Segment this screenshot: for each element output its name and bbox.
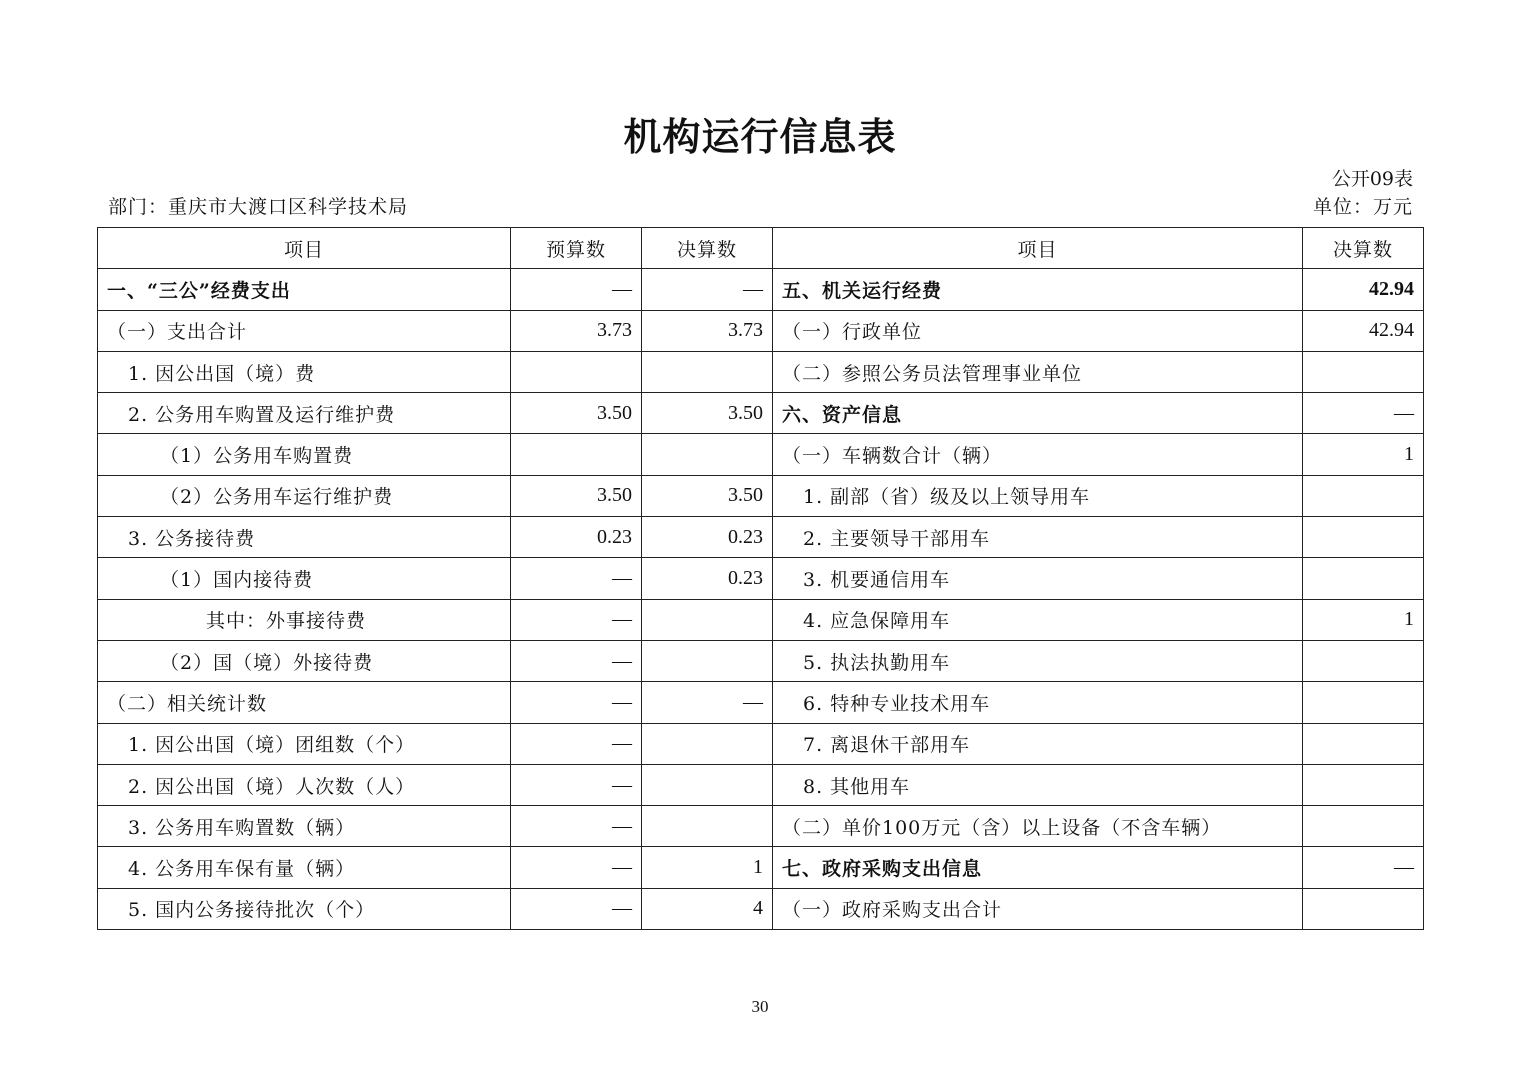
budget-value (511, 351, 642, 392)
right-final-value: 42.94 (1303, 310, 1424, 351)
left-item: （2）公务用车运行维护费 (98, 475, 511, 516)
header-final-right: 决算数 (1303, 228, 1424, 269)
header-final-left: 决算数 (642, 228, 773, 269)
table-row (98, 806, 1424, 847)
right-item: 6. 特种专业技术用车 (773, 682, 1303, 723)
right-final-value (1303, 888, 1424, 929)
right-item: 3. 机要通信用车 (773, 558, 1303, 599)
table-row (98, 351, 1424, 392)
left-item: （二）相关统计数 (98, 682, 511, 723)
right-item: 七、政府采购支出信息 (773, 847, 1303, 888)
table-row (98, 847, 1424, 888)
right-final-value: 1 (1303, 434, 1424, 475)
final-value (642, 723, 773, 764)
budget-value: — (511, 888, 642, 929)
right-item: （一）政府采购支出合计 (773, 888, 1303, 929)
header-item-left: 项目 (98, 228, 511, 269)
right-final-value (1303, 682, 1424, 723)
table-header-row (98, 228, 1424, 269)
right-item: 4. 应急保障用车 (773, 599, 1303, 640)
final-value (642, 434, 773, 475)
final-value: 3.50 (642, 475, 773, 516)
right-item: 5. 执法执勤用车 (773, 640, 1303, 681)
table-row (98, 517, 1424, 558)
budget-value: — (511, 599, 642, 640)
left-item: 1. 因公出国（境）费 (98, 351, 511, 392)
budget-value: — (511, 847, 642, 888)
right-final-value: — (1303, 847, 1424, 888)
final-value: — (642, 682, 773, 723)
table-row (98, 764, 1424, 805)
right-final-value (1303, 351, 1424, 392)
budget-value: 3.50 (511, 393, 642, 434)
final-value (642, 599, 773, 640)
left-item: （2）国（境）外接待费 (98, 640, 511, 681)
budget-value: — (511, 640, 642, 681)
final-value (642, 806, 773, 847)
final-value (642, 351, 773, 392)
page-number: 30 (751, 997, 769, 1016)
left-item: 2. 公务用车购置及运行维护费 (98, 393, 511, 434)
left-item: （一）支出合计 (98, 310, 511, 351)
table-row (98, 434, 1424, 475)
budget-value: — (511, 806, 642, 847)
final-value: — (642, 269, 773, 310)
left-item: 其中：外事接待费 (98, 599, 511, 640)
right-final-value (1303, 517, 1424, 558)
budget-value: — (511, 764, 642, 805)
right-final-value (1303, 723, 1424, 764)
left-item: 3. 公务用车购置数（辆） (98, 806, 511, 847)
budget-value (511, 434, 642, 475)
right-item: 1. 副部（省）级及以上领导用车 (773, 475, 1303, 516)
right-item: （二）单价100万元（含）以上设备（不含车辆） (773, 806, 1303, 847)
final-value: 3.73 (642, 310, 773, 351)
info-table (97, 227, 1424, 930)
header-item-right: 项目 (773, 228, 1303, 269)
right-final-value: — (1303, 393, 1424, 434)
right-item: （一）车辆数合计（辆） (773, 434, 1303, 475)
right-final-value (1303, 640, 1424, 681)
left-item: 1. 因公出国（境）团组数（个） (98, 723, 511, 764)
budget-value: — (511, 558, 642, 599)
budget-value: — (511, 269, 642, 310)
table-row (98, 393, 1424, 434)
left-item: 4. 公务用车保有量（辆） (98, 847, 511, 888)
table-row (98, 558, 1424, 599)
unit-label: 单位：万元 (1312, 196, 1413, 218)
table-row (98, 475, 1424, 516)
right-item: 五、机关运行经费 (773, 269, 1303, 310)
table-row (98, 682, 1424, 723)
form-number: 公开09表 (1331, 168, 1413, 190)
table-row (98, 310, 1424, 351)
left-item: （1）国内接待费 (98, 558, 511, 599)
final-value: 4 (642, 888, 773, 929)
right-item: 2. 主要领导干部用车 (773, 517, 1303, 558)
department-label: 部门：重庆市大渡口区科学技术局 (108, 196, 409, 218)
table-row (98, 888, 1424, 929)
left-item: 3. 公务接待费 (98, 517, 511, 558)
header-budget: 预算数 (511, 228, 642, 269)
right-item: （二）参照公务员法管理事业单位 (773, 351, 1303, 392)
budget-value: 3.73 (511, 310, 642, 351)
final-value (642, 764, 773, 805)
left-item: 2. 因公出国（境）人次数（人） (98, 764, 511, 805)
right-final-value (1303, 806, 1424, 847)
final-value: 1 (642, 847, 773, 888)
right-item: 六、资产信息 (773, 393, 1303, 434)
right-item: 7. 离退休干部用车 (773, 723, 1303, 764)
right-final-value: 42.94 (1303, 269, 1424, 310)
table-row (98, 269, 1424, 310)
budget-value: 3.50 (511, 475, 642, 516)
table-row (98, 723, 1424, 764)
left-item: 一、“三公”经费支出 (98, 269, 511, 310)
left-item: （1）公务用车购置费 (98, 434, 511, 475)
final-value: 0.23 (642, 558, 773, 599)
left-item: 5. 国内公务接待批次（个） (98, 888, 511, 929)
right-final-value (1303, 764, 1424, 805)
final-value: 0.23 (642, 517, 773, 558)
budget-value: 0.23 (511, 517, 642, 558)
right-final-value (1303, 475, 1424, 516)
final-value (642, 640, 773, 681)
right-item: 8. 其他用车 (773, 764, 1303, 805)
table-row (98, 640, 1424, 681)
budget-value: — (511, 682, 642, 723)
page-title: 机构运行信息表 (623, 115, 897, 159)
final-value: 3.50 (642, 393, 773, 434)
right-final-value (1303, 558, 1424, 599)
right-item: （一）行政单位 (773, 310, 1303, 351)
right-final-value: 1 (1303, 599, 1424, 640)
table-row (98, 599, 1424, 640)
budget-value: — (511, 723, 642, 764)
